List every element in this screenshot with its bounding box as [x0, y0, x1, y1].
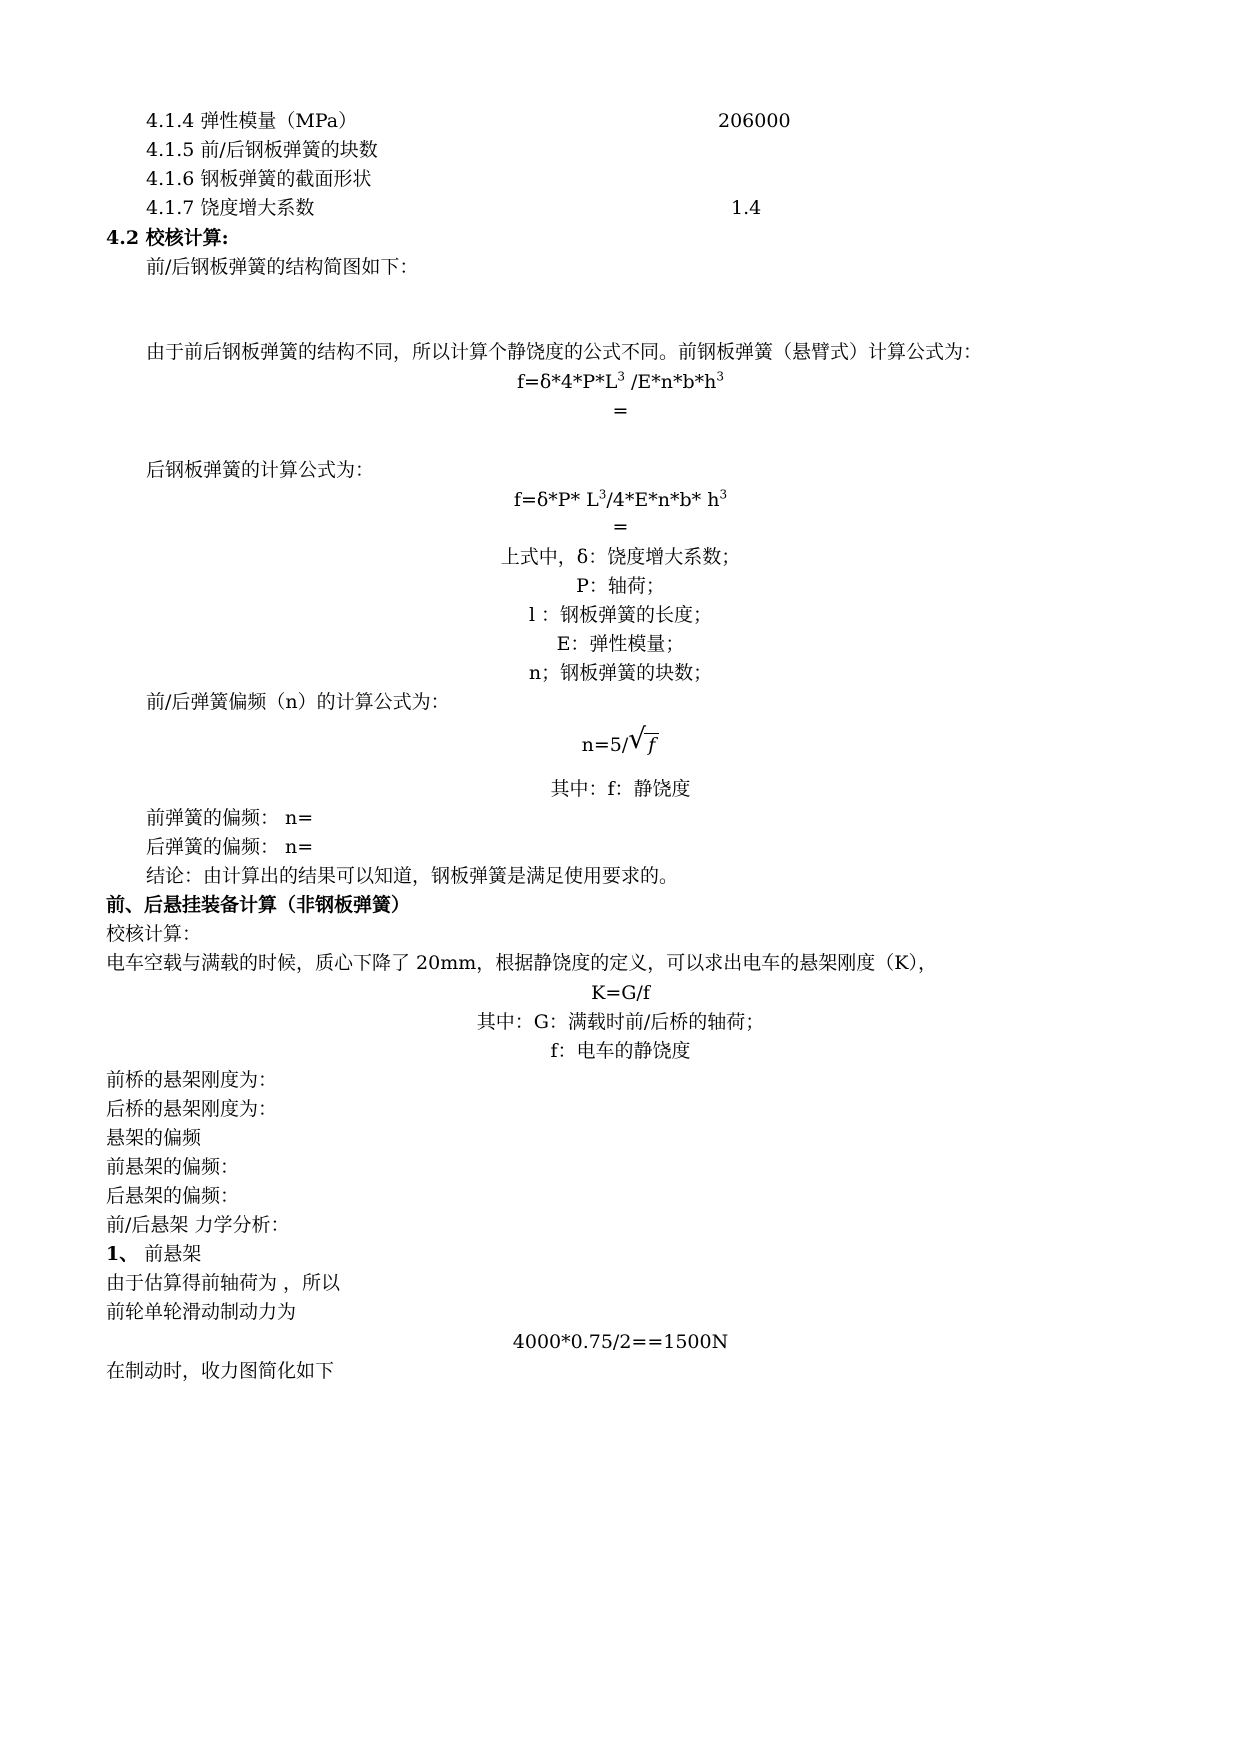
section-heading-suspension: 前、后悬挂装备计算（非钢板弹簧） [106, 894, 411, 916]
front-axle-stiffness: 前桥的悬架刚度为： [106, 1069, 278, 1091]
brake-force-calc: 4000*0.75/2==1500N [512, 1331, 729, 1353]
section-heading-4-2: 4.2 校核计算: [106, 227, 229, 249]
freq-note: 其中：f：静饶度 [550, 778, 691, 800]
sqrt-symbol: √ f [628, 733, 659, 757]
rear-suspension-frequency: 后悬架的偏频： [106, 1185, 240, 1207]
item-label-4-1-4: 4.1.4 弹性模量（MPa） [146, 110, 358, 132]
front-spring-frequency: 前弹簧的偏频： n= [146, 807, 314, 829]
where-line-2: P：轴荷； [576, 575, 665, 597]
brake-force-label: 前轮单轮滑动制动力为 [106, 1301, 297, 1323]
where-line-4: E：弹性模量； [556, 633, 685, 655]
item-value-4-1-7: 1.4 [731, 197, 762, 219]
where-line-1: 上式中，δ：饶度增大系数； [500, 546, 741, 568]
freq-formula-title: 前/后弹簧偏频（n）的计算公式为： [146, 691, 450, 713]
item-value-4-1-4: 206000 [718, 110, 791, 132]
suspension-frequency: 悬架的偏频 [106, 1127, 202, 1149]
structure-intro: 前/后钢板弹簧的结构简图如下： [146, 256, 419, 278]
axle-load-estimate: 由于估算得前轴荷为 ，所以 [106, 1272, 341, 1294]
rear-spring-formula: f=δ*P* $L^3/4*E*n*b*$ $h^3$ [513, 487, 728, 511]
conclusion: 结论：由计算出的结果可以知道，钢板弹簧是满足使用要求的。 [146, 865, 679, 887]
stiffness-note-2: f：电车的静饶度 [550, 1040, 691, 1062]
formula-paragraph: 由于前后钢板弹簧的结构不同，所以计算个静饶度的公式不同。前钢板弹簧（悬臂式）计算公式为： [146, 341, 983, 363]
rear-spring-title: 后钢板弹簧的计算公式为： [146, 459, 375, 481]
front-spring-formula: $f=\delta*4*P*L^3$ $/E*n*b*h^3$ [516, 369, 725, 393]
item-label-4-1-6: 4.1.6 钢板弹簧的截面形状 [146, 168, 372, 190]
stiffness-note-1: 其中：G：满载时前/后桥的轴荷； [476, 1011, 765, 1033]
rear-axle-stiffness: 后桥的悬架刚度为： [106, 1098, 278, 1120]
freq-formula: n=5/ √ f [0, 733, 1241, 757]
rear-formula-equals: = [612, 516, 629, 538]
where-line-3: l ：钢板弹簧的长度； [528, 604, 713, 626]
front-formula-equals: = [612, 400, 629, 422]
mechanics-analysis: 前/后悬架 力学分析： [106, 1214, 290, 1236]
front-suspension-frequency: 前悬架的偏频： [106, 1156, 240, 1178]
braking-diagram-caption: 在制动时，收力图简化如下 [106, 1360, 335, 1382]
stiffness-paragraph: 电车空载与满载的时候，质心下降了 20mm，根据静饶度的定义，可以求出电车的悬架刚度（K）， [106, 952, 937, 974]
rear-spring-frequency: 后弹簧的偏频： n= [146, 836, 314, 858]
subsection-front-suspension: 1、 前悬架 [106, 1243, 202, 1265]
stiffness-formula: K=G/f [591, 982, 650, 1004]
where-line-5: n；钢板弹簧的块数； [528, 662, 713, 684]
item-label-4-1-7: 4.1.7 饶度增大系数 [146, 197, 315, 219]
item-label-4-1-5: 4.1.5 前/后钢板弹簧的块数 [146, 139, 378, 161]
check-calc-label: 校核计算： [106, 923, 202, 945]
